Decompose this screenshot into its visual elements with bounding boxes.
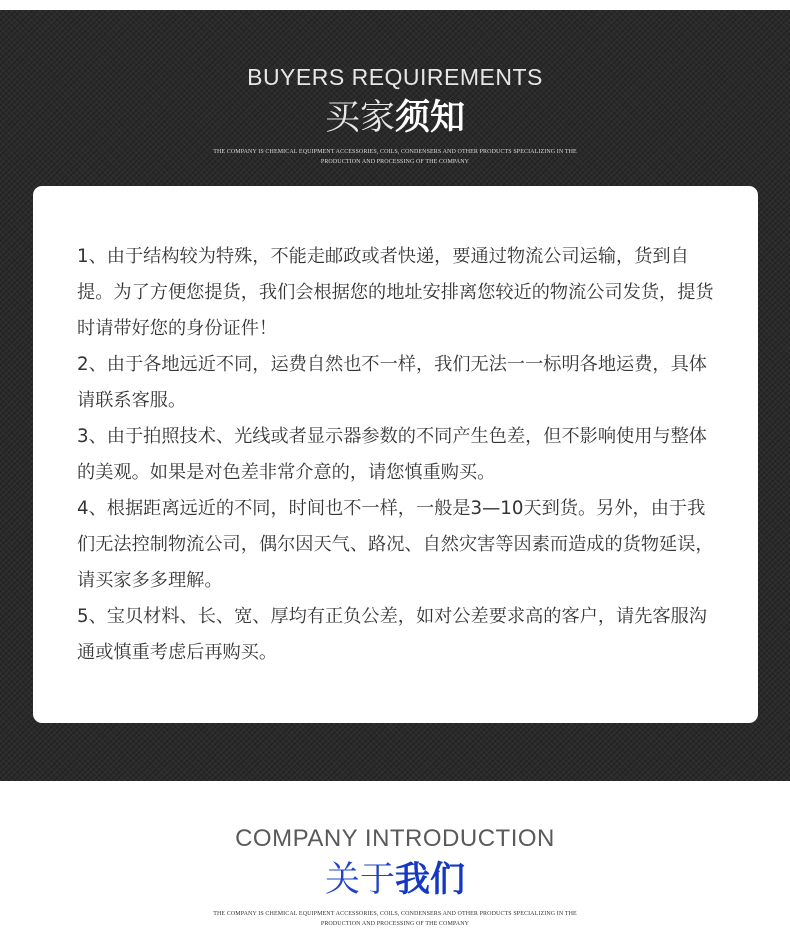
buyers-requirements-title-en: BUYERS REQUIREMENTS — [247, 64, 543, 90]
requirement-item-4: 4、根据距离远近的不同，时间也不一样，一般是3—10天到货。另外，由于我们无法控制物流公司，偶尔因天气、路况、自然灾害等因素而造成的货物延误，请买家多多理解。 — [77, 498, 714, 591]
company-introduction-title-cn — [0, 859, 790, 901]
requirements-list — [77, 239, 722, 671]
title-cn-light: 买家 — [324, 98, 395, 138]
company-introduction-subtitle — [175, 909, 615, 929]
title-cn-bold: 须知 — [395, 98, 466, 138]
top-spacer — [0, 0, 790, 10]
subtitle-line-2: PRODUCTION AND PROCESSING OF THE COMPANY — [320, 921, 470, 927]
title-cn-bold: 我们 — [395, 860, 466, 900]
requirement-item-1: 1、由于结构较为特殊，不能走邮政或者快递，要通过物流公司运输，货到自提。为了方便您提货，我们会根据您的地址安排离您较近的物流公司发货，提货时请带好您的身份证件！ — [77, 246, 714, 339]
company-introduction-title-en: COMPANY INTRODUCTION — [235, 825, 555, 852]
title-cn-light: 关于 — [324, 860, 395, 900]
subtitle-line-1: THE COMPANY IS CHEMICAL EQUIPMENT ACCESSORIES, COILS, CONDENSERS AND OTHER PRODUCTS SPECIALIZING IN THE — [213, 911, 577, 917]
requirement-item-2: 2、由于各地远近不同，运费自然也不一样，我们无法一一标明各地运费，具体请联系客服。 — [77, 354, 707, 411]
subtitle-line-2: PRODUCTION AND PROCESSING OF THE COMPANY — [320, 159, 470, 165]
buyers-requirements-title-cn — [0, 97, 790, 139]
subtitle-line-1: THE COMPANY IS CHEMICAL EQUIPMENT ACCESSORIES, COILS, CONDENSERS AND OTHER PRODUCTS SPECIALIZING IN THE — [213, 149, 577, 155]
buyers-requirements-subtitle — [175, 147, 615, 167]
requirement-item-5: 5、宝贝材料、长、宽、厚均有正负公差，如对公差要求高的客户，请先客服沟通或慎重考虑后再购买。 — [77, 606, 707, 663]
requirement-item-3: 3、由于拍照技术、光线或者显示器参数的不同产生色差，但不影响使用与整体的美观。如果是对色差非常介意的，请您慎重购买。 — [77, 426, 707, 483]
